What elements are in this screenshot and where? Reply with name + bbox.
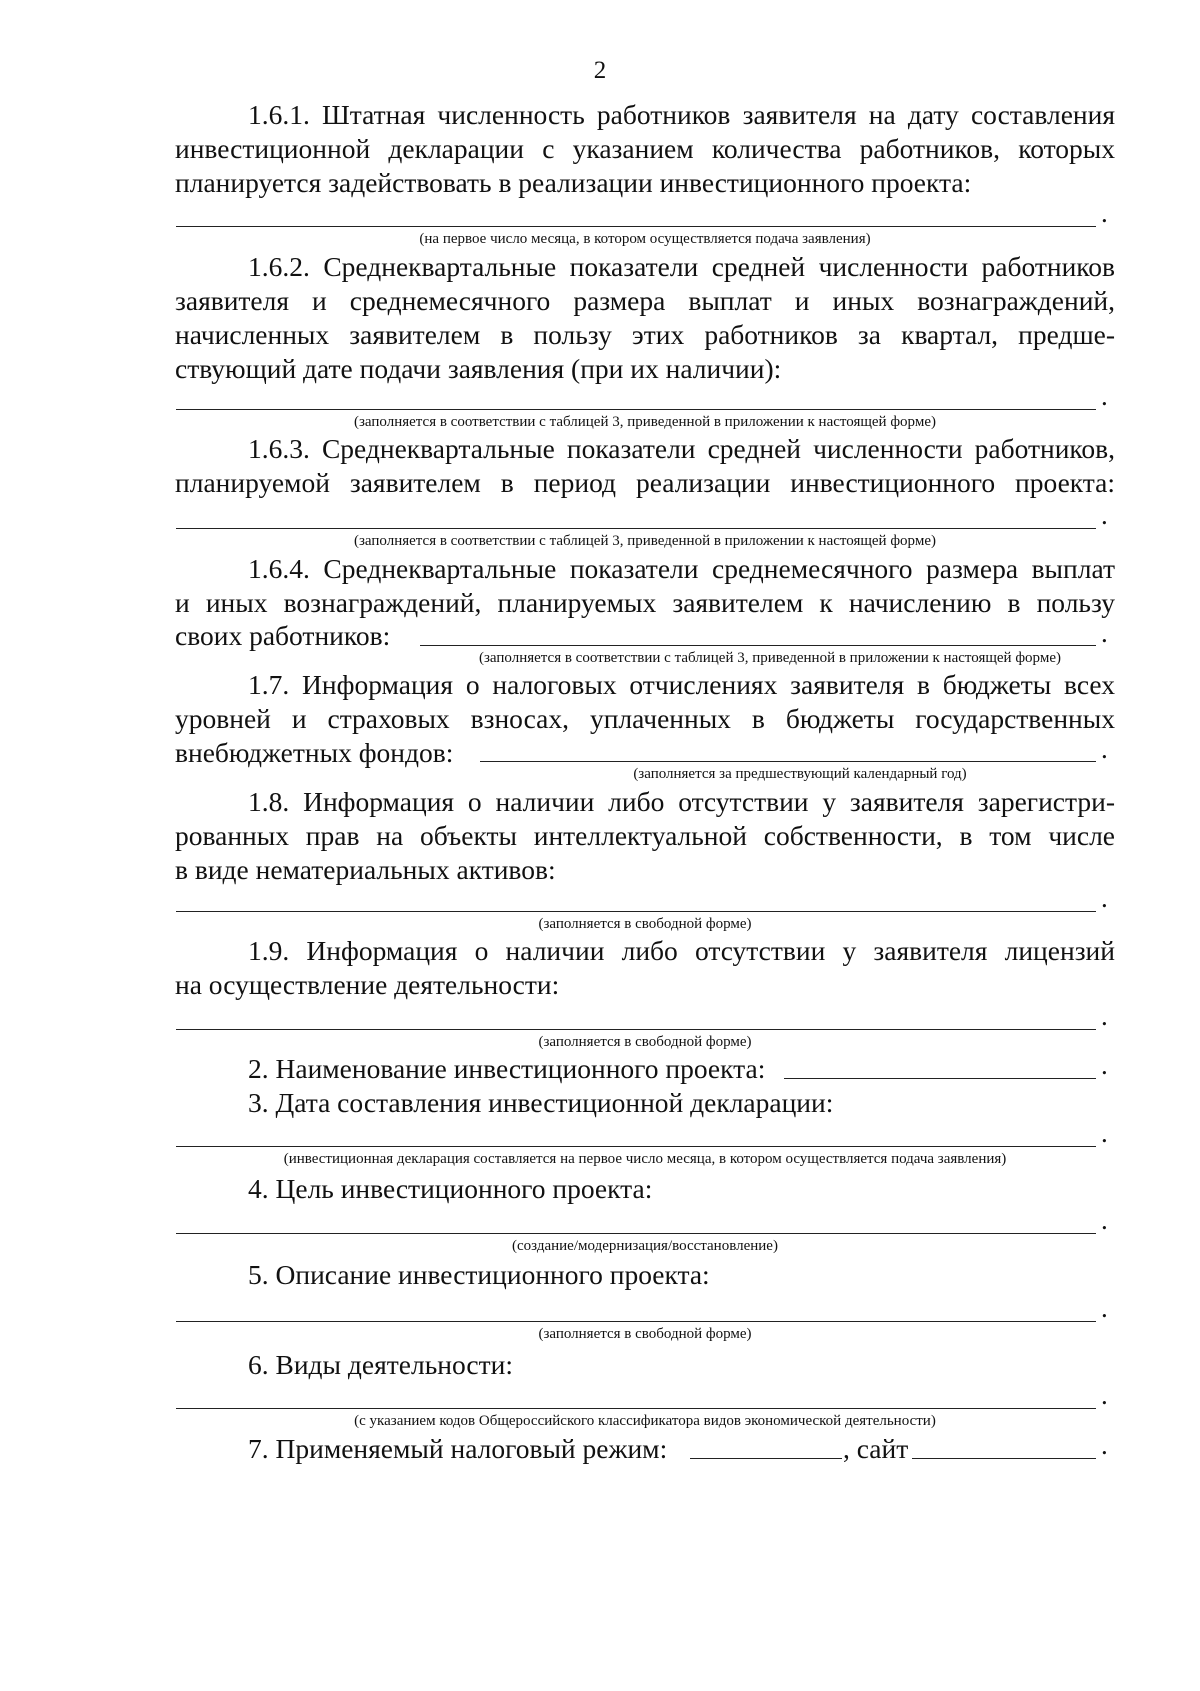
caption-1-6-2: (заполняется в соответствии с таблицей 3, приведенной в приложении к настоящей форме) xyxy=(354,414,936,430)
section-7-line xyxy=(248,1432,1115,1466)
field-1-8-period: . xyxy=(1101,883,1108,913)
site-label: , сайт xyxy=(843,1433,909,1464)
site-field[interactable] xyxy=(912,1458,1096,1459)
field-1-9-line[interactable] xyxy=(176,1029,1096,1030)
section-1-7-line-3: внебюджетных фондов: xyxy=(175,737,454,768)
caption-1-8: (заполняется в свободной форме) xyxy=(538,916,752,932)
field-5-line[interactable] xyxy=(176,1321,1096,1322)
section-1-6-1-line-1: 1.6.1. Штатная численность работников заявителя на дату составления xyxy=(248,99,1115,130)
section-6-label: 6. Виды деятельности: xyxy=(248,1349,513,1380)
section-1-6-1-line-3: планируется задействовать в реализации инвестиционного проекта: xyxy=(175,167,972,198)
section-7-label: 7. Применяемый налоговый режим: xyxy=(248,1433,668,1464)
field-2-period: . xyxy=(1101,1050,1108,1080)
section-1-6-2-line-1: 1.6.2. Среднеквартальные показатели средней численности работников xyxy=(248,251,1115,282)
section-2-label: 2. Наименование инвестиционного проекта: xyxy=(248,1053,766,1084)
section-1-9-line-2: на осуществление деятельности: xyxy=(175,969,560,1000)
section-1-8-line-2: рованных прав на объекты интеллектуальной собственности, в том числе xyxy=(175,820,1115,851)
caption-1-6-3: (заполняется в соответствии с таблицей 3, приведенной в приложении к настоящей форме) xyxy=(354,533,936,549)
section-1-6-2-line-2: заявителя и среднемесячного размера выплат и иных вознаграждений, xyxy=(175,285,1115,316)
field-1-6-1-period: . xyxy=(1101,198,1108,228)
section-1-9-line-1: 1.9. Информация о наличии либо отсутствии у заявителя лицензий xyxy=(248,935,1115,966)
field-5-period: . xyxy=(1101,1293,1108,1323)
section-1-6-4-line-2: и иных вознаграждений, планируемых заявителем к начислению в пользу xyxy=(175,587,1115,618)
section-1-6-2-line-3: начисленных заявителем в пользу этих работников за квартал, предше- xyxy=(175,319,1115,350)
section-1-6-2-line-4: ствующий дате подачи заявления (при их наличии): xyxy=(175,353,782,384)
tax-regime-field[interactable] xyxy=(690,1458,842,1459)
section-3-label: 3. Дата составления инвестиционной декларации: xyxy=(248,1087,834,1118)
caption-4: (создание/модернизация/восстановление) xyxy=(512,1238,778,1254)
caption-5: (заполняется в свободной форме) xyxy=(538,1326,752,1342)
caption-6: (с указанием кодов Общероссийского классификатора видов экономической деятельности) xyxy=(354,1413,936,1429)
section-1-7-line-1: 1.7. Информация о налоговых отчислениях заявителя в бюджеты всех xyxy=(248,669,1115,700)
section-1-7-line-2: уровней и страховых взносах, уплаченных в бюджеты государственных xyxy=(175,703,1115,734)
field-1-6-4-line[interactable] xyxy=(420,645,1096,646)
caption-1-7: (заполняется за предшествующий календарный год) xyxy=(633,766,967,782)
section-1-6-4-label: своих работников: xyxy=(175,620,391,651)
caption-1-6-1: (на первое число месяца, в котором осуществляется подача заявления) xyxy=(419,231,871,247)
field-6-line[interactable] xyxy=(176,1408,1096,1409)
field-1-8-line[interactable] xyxy=(176,911,1096,912)
field-1-6-3-line[interactable] xyxy=(176,528,1096,529)
section-1-8-line-1: 1.8. Информация о наличии либо отсутствии у заявителя зарегистри- xyxy=(248,786,1115,817)
field-6-period: . xyxy=(1101,1380,1108,1410)
field-1-7-line[interactable] xyxy=(480,761,1096,762)
section-1-6-1-line-2: инвестиционной декларации с указанием количества работников, которых xyxy=(175,133,1115,164)
field-1-9-period: . xyxy=(1101,1001,1108,1031)
field-1-6-2-line[interactable] xyxy=(176,409,1096,410)
field-1-6-4-period: . xyxy=(1101,618,1108,648)
section-1-8-line-3: в виде нематериальных активов: xyxy=(175,854,556,885)
field-1-7-period: . xyxy=(1101,734,1108,764)
caption-3: (инвестиционная декларация составляется на первое число месяца, в котором осуществляется подача заявления) xyxy=(283,1151,1007,1167)
field-1-6-2-period: . xyxy=(1101,381,1108,411)
field-4-period: . xyxy=(1101,1205,1108,1235)
section-1-6-3-line-1: 1.6.3. Среднеквартальные показатели средней численности работников, xyxy=(248,433,1115,464)
field-1-6-3-period: . xyxy=(1101,500,1108,530)
field-1-6-1-line[interactable] xyxy=(176,226,1096,227)
caption-1-6-4: (заполняется в соответствии с таблицей 3, приведенной в приложении к настоящей форме) xyxy=(479,650,1061,666)
field-2-line[interactable] xyxy=(784,1078,1096,1079)
section-1-6-3-line-2: планируемой заявителем в период реализации инвестиционного проекта: xyxy=(175,467,1115,498)
caption-1-9: (заполняется в свободной форме) xyxy=(538,1034,752,1050)
field-3-period: . xyxy=(1101,1118,1108,1148)
field-7-period: . xyxy=(1101,1430,1108,1460)
section-5-label: 5. Описание инвестиционного проекта: xyxy=(248,1259,710,1290)
section-1-6-4-line-1: 1.6.4. Среднеквартальные показатели среднемесячного размера выплат xyxy=(248,553,1115,584)
field-4-line[interactable] xyxy=(176,1233,1096,1234)
page-number: 2 xyxy=(593,57,607,84)
section-4-label: 4. Цель инвестиционного проекта: xyxy=(248,1173,653,1204)
field-3-line[interactable] xyxy=(176,1146,1096,1147)
section-1-6-4-line-3 xyxy=(175,619,1115,653)
